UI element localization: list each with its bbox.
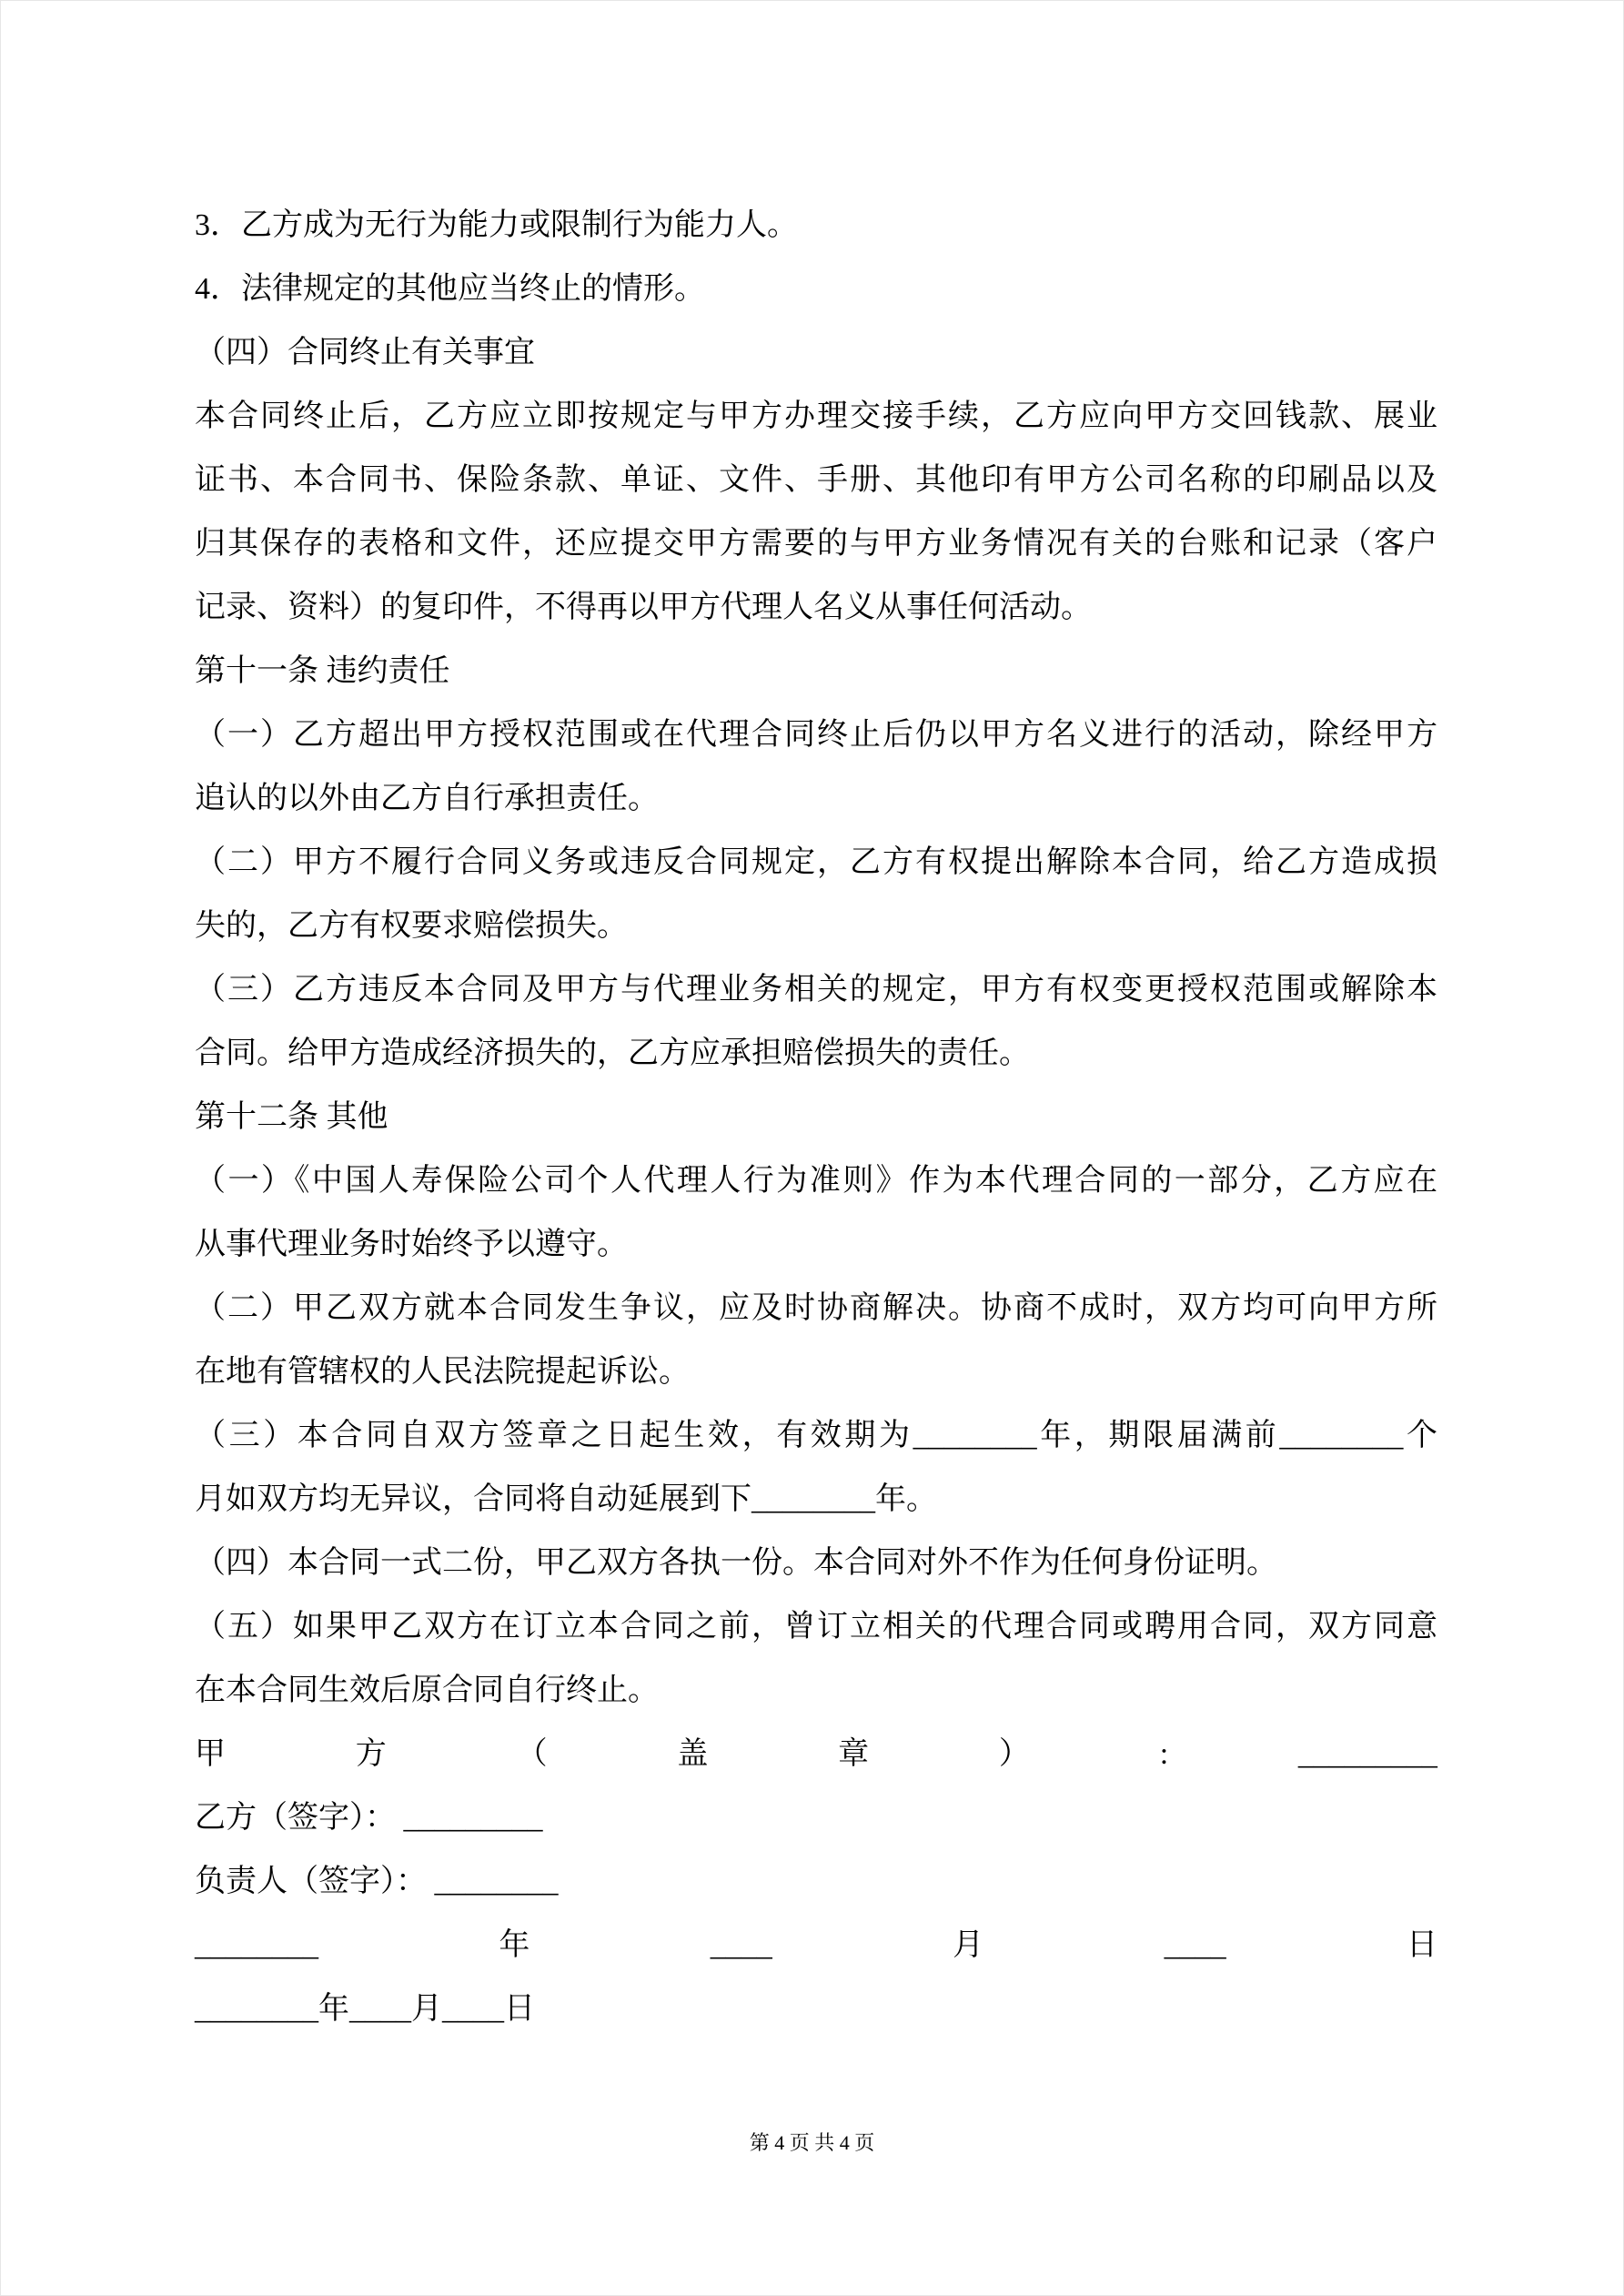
spread-part: ） — [998, 1737, 1030, 1771]
document-line: （三）本合同自双方签章之日起生效，有效期为________年，期限届满前________个 — [195, 1419, 1437, 1452]
document-line: （五）如果甲乙双方在订立本合同之前，曾订立相关的代理合同或聘用合同，双方同意 — [195, 1610, 1437, 1644]
document-line: （四）合同终止有关事宜 — [195, 336, 535, 369]
document-line: 第十一条 违约责任 — [195, 654, 450, 688]
spread-part: ________ — [195, 1928, 318, 1962]
document-line: （一）《中国人寿保险公司个人代理人行为准则》作为本代理合同的一部分，乙方应在 — [195, 1164, 1437, 1198]
spread-part: 年 — [499, 1928, 530, 1962]
document-line: 乙方（签字）： _________ — [195, 1801, 543, 1835]
document-line: 负责人（签字）： ________ — [195, 1865, 559, 1898]
document-line: 在地有管辖权的人民法院提起诉讼。 — [195, 1355, 690, 1389]
contract-body — [195, 194, 1437, 2041]
document-line: 记录、资料）的复印件，不得再以甲方代理人名义从事任何活动。 — [195, 591, 1092, 624]
document-line: （一）乙方超出甲方授权范围或在代理合同终止后仍以甲方名义进行的活动，除经甲方 — [195, 718, 1437, 752]
spread-part: 甲 — [195, 1737, 226, 1771]
document-line: 3．乙方成为无行为能力或限制行为能力人。 — [195, 208, 798, 242]
document-line: （二）甲乙双方就本合同发生争议，应及时协商解决。协商不成时，双方均可向甲方所 — [195, 1291, 1437, 1325]
document-line: 失的，乙方有权要求赔偿损失。 — [195, 909, 628, 943]
spread-part: 方 — [355, 1737, 387, 1771]
date-line-long — [195, 1914, 1437, 1977]
document-line: 证书、本合同书、保险条款、单证、文件、手册、其他印有甲方公司名称的印刷品以及 — [195, 463, 1437, 497]
document-line: 归其保存的表格和文件，还应提交甲方需要的与甲方业务情况有关的台账和记录（客户 — [195, 527, 1437, 561]
document-line: （三）乙方违反本合同及甲方与代理业务相关的规定，甲方有权变更授权范围或解除本 — [195, 973, 1437, 1006]
document-line: （二）甲方不履行合同义务或违反合同规定，乙方有权提出解除本合同，给乙方造成损 — [195, 845, 1437, 879]
document-line: 本合同终止后，乙方应立即按规定与甲方办理交接手续，乙方应向甲方交回钱款、展业 — [195, 400, 1437, 433]
spread-part: 章 — [838, 1737, 870, 1771]
document-line: 合同。给甲方造成经济损失的，乙方应承担赔偿损失的责任。 — [195, 1037, 1030, 1070]
spread-part: 月 — [953, 1928, 984, 1962]
spread-part: ____ — [710, 1928, 772, 1962]
spread-part: ____ — [1164, 1928, 1226, 1962]
spread-part: : — [1159, 1737, 1169, 1771]
spread-part: _________ — [1297, 1737, 1437, 1771]
document-line: 从事代理业务时始终予以遵守。 — [195, 1228, 628, 1261]
document-line: 月如双方均无异议，合同将自动延展到下________年。 — [195, 1482, 937, 1516]
document-line: 4．法律规定的其他应当终止的情形。 — [195, 272, 705, 306]
document-line: 第十二条 其他 — [195, 1100, 388, 1134]
page-number-footer: 第 4 页 共 4 页 — [749, 2131, 875, 2154]
document-line: 在本合同生效后原合同自行终止。 — [195, 1674, 659, 1707]
spread-part: 盖 — [677, 1737, 709, 1771]
document-line: ________年____月____日 — [195, 1992, 535, 2026]
document-line: （四）本合同一式二份，甲乙双方各执一份。本合同对外不作为任何身份证明。 — [195, 1546, 1277, 1580]
document-line: 追认的以外由乙方自行承担责任。 — [195, 782, 659, 815]
party-a-seal-line — [195, 1723, 1437, 1786]
spread-part: 日 — [1406, 1928, 1437, 1962]
spread-part: （ — [516, 1737, 548, 1771]
